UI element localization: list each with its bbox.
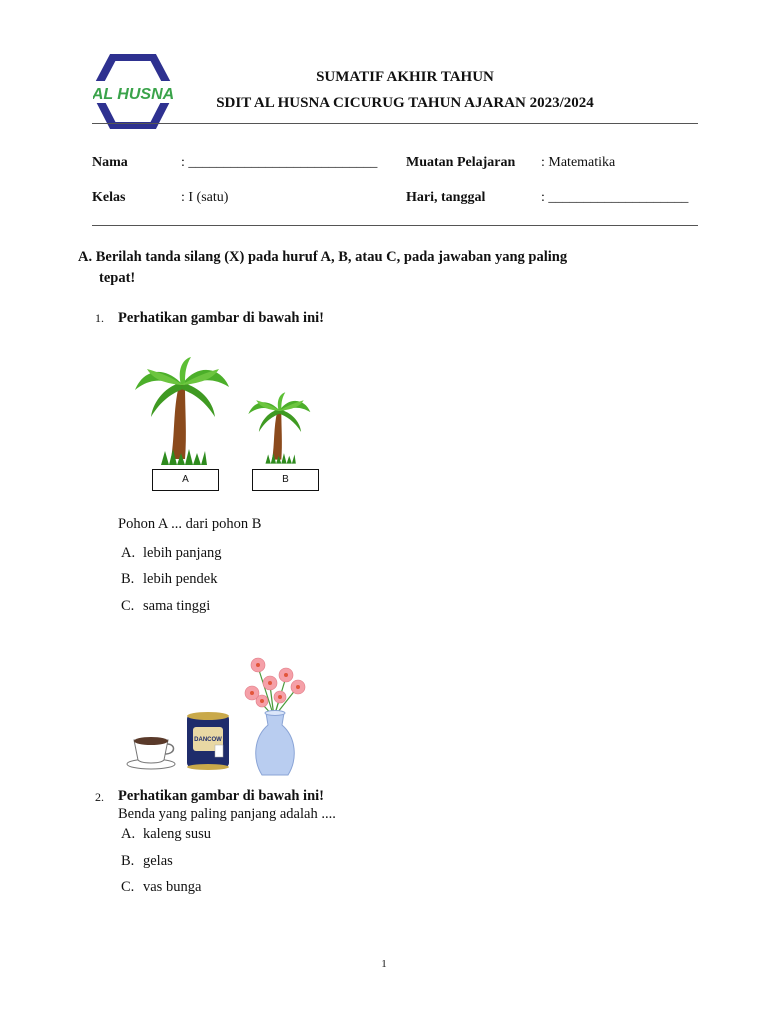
option-letter: B. [121, 571, 135, 587]
image-label-b: B [252, 469, 319, 491]
question-1-option-c[interactable] [121, 598, 210, 615]
question-2-text: Benda yang paling panjang adalah .... [118, 806, 336, 822]
option-text: kaleng susu [143, 826, 212, 842]
header-divider [92, 123, 698, 124]
section-instruction-cont: tepat! [99, 270, 136, 286]
question-1-prompt: Perhatikan gambar di bawah ini! [118, 310, 324, 326]
question-2-prompt: Perhatikan gambar di bawah ini! [118, 788, 324, 804]
option-letter: A. [121, 545, 136, 561]
question-1-text: Pohon A ... dari pohon B [118, 516, 262, 532]
question-2-option-a[interactable] [121, 826, 211, 843]
muatan-label: Muatan Pelajaran [406, 155, 516, 170]
info-divider [92, 225, 698, 226]
question-1-option-b[interactable] [121, 571, 218, 588]
option-letter: B. [121, 853, 135, 869]
muatan-value: : Matematika [541, 155, 616, 170]
option-letter: C. [121, 598, 135, 614]
school-logo [93, 54, 173, 129]
section-instruction: A. Berilah tanda silang (X) pada huruf A, B, atau C, pada jawaban yang paling [78, 249, 568, 265]
kelas-value: : I (satu) [181, 190, 229, 205]
option-text: lebih pendek [143, 571, 218, 587]
hari-label: Hari, tanggal [406, 190, 486, 205]
page-number: 1 [381, 958, 387, 970]
logo-text: AL HUSNA [93, 86, 173, 103]
flower-vase-image [236, 655, 314, 779]
option-letter: C. [121, 879, 135, 895]
option-text: sama tinggi [143, 598, 211, 614]
option-text: lebih panjang [143, 545, 222, 561]
nama-field[interactable]: : ___________________________ [181, 155, 378, 170]
option-text: gelas [143, 853, 173, 869]
option-letter: A. [121, 826, 136, 842]
nama-label: Nama [92, 155, 128, 170]
palm-tree-b-image [247, 390, 313, 466]
kelas-label: Kelas [92, 190, 126, 205]
milk-can-image [185, 711, 231, 771]
header-title-1: SUMATIF AKHIR TAHUN [316, 69, 494, 85]
palm-tree-a-image [133, 355, 233, 467]
image-label-a: A [152, 469, 219, 491]
question-1-number: 1. [95, 311, 104, 325]
option-text: vas bunga [143, 879, 202, 895]
question-2-number: 2. [95, 790, 104, 804]
hari-field[interactable]: : ____________________ [541, 190, 689, 205]
coffee-cup-image [126, 732, 176, 770]
question-1-option-a[interactable] [121, 545, 222, 562]
can-label: DANCOW [194, 737, 222, 743]
question-2-option-c[interactable] [121, 879, 201, 896]
question-2-option-b[interactable] [121, 853, 173, 870]
header-title-2: SDIT AL HUSNA CICURUG TAHUN AJARAN 2023/2024 [216, 95, 594, 111]
